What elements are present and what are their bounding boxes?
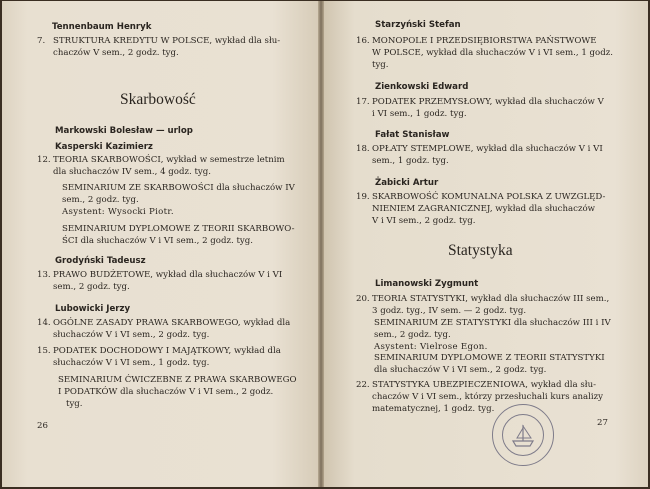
seminar-line: I PODATKÓW dla słuchaczów V i VI sem., 2 godz. bbox=[58, 386, 274, 397]
seminar-entry bbox=[62, 183, 312, 218]
course-title: TEORIA STATYSTYKI, bbox=[372, 294, 468, 304]
course-desc: słuchaczów V i VI sem., 1 godz. tyg. bbox=[53, 357, 210, 368]
seminar-entry bbox=[374, 353, 636, 377]
course-number: 19. bbox=[356, 192, 370, 202]
library-stamp-icon bbox=[492, 404, 554, 466]
assistant-line: Asystent: Wysocki Piotr. bbox=[62, 206, 174, 217]
course-desc: wykład dla słuchaczów V i VI bbox=[153, 270, 283, 280]
seminar-line: SEMINARIUM DYPLOMOWE Z TEORII STATYSTYKI bbox=[374, 353, 605, 363]
course-title: OGÓLNE ZASADY PRAWA SKARBOWEGO, bbox=[53, 318, 241, 328]
course-number: 17. bbox=[356, 97, 370, 107]
course-entry bbox=[37, 155, 307, 179]
seminar-line: SEMINARIUM DYPLOMOWE Z TEORII SKARBOWO- bbox=[62, 224, 295, 234]
course-desc: V i VI sem., 2 godz. tyg. bbox=[372, 215, 476, 226]
page-number: 26 bbox=[37, 421, 48, 431]
seminar-line: ŚCI dla słuchaczów V i VI sem., 2 godz. tyg. bbox=[62, 235, 253, 246]
course-desc: sem., 2 godz. tyg. bbox=[53, 281, 130, 292]
course-number: 14. bbox=[37, 318, 51, 328]
seminar-line: tyg. bbox=[66, 398, 83, 409]
lecturer-name: Limanowski Zygmunt bbox=[375, 279, 479, 289]
course-title: PODATEK DOCHODOWY I MAJĄTKOWY, bbox=[53, 346, 232, 356]
course-entry bbox=[356, 294, 636, 318]
lecturer-name: Kasperski Kazimierz bbox=[55, 142, 153, 152]
course-desc: wykład w semestrze letnim bbox=[163, 155, 285, 165]
lecturer-name: Fałat Stanisław bbox=[375, 130, 450, 140]
seminar-line: SEMINARIUM ZE SKARBOWOŚCI dla słuchaczów IV bbox=[62, 183, 295, 193]
course-title: STATYSTYKA UBEZPIECZENIOWA, bbox=[372, 380, 528, 390]
lecturer-name: Starzyński Stefan bbox=[375, 20, 461, 30]
course-entry bbox=[356, 36, 636, 71]
course-desc: dla słuchaczów IV sem., 4 godz. tyg. bbox=[53, 166, 211, 177]
course-title: OPŁATY STEMPLOWE, bbox=[372, 144, 474, 154]
lecturer-name: Markowski Bolesław — urlop bbox=[55, 126, 193, 136]
course-desc: wykład dla słu- bbox=[212, 36, 281, 46]
course-entry bbox=[37, 270, 307, 294]
lecturer-name: Tennenbaum Henryk bbox=[52, 22, 152, 32]
seminar-entry bbox=[58, 375, 313, 410]
course-title: SKARBOWOŚĆ KOMUNALNA POLSKA Z UWZGLĘD- bbox=[372, 192, 606, 202]
course-desc: 3 godz. tyg., IV sem. — 2 godz. tyg. bbox=[372, 305, 527, 316]
course-entry bbox=[37, 318, 312, 342]
seminar-entry bbox=[62, 224, 312, 248]
seminar-line: sem., 2 godz. tyg. bbox=[62, 194, 139, 205]
book-gutter bbox=[318, 1, 324, 487]
course-entry bbox=[37, 36, 297, 60]
course-number: 20. bbox=[356, 294, 370, 304]
seminar-line: SEMINARIUM ĆWICZEBNE Z PRAWA SKARBOWEGO bbox=[58, 375, 297, 385]
course-entry bbox=[356, 192, 636, 227]
course-desc: tyg. bbox=[372, 59, 389, 70]
course-entry bbox=[37, 346, 312, 370]
course-desc: NIENIEM ZAGRANICZNEJ, wykład dla słuchaczów bbox=[372, 203, 596, 214]
course-desc: matematycznej, 1 godz. tyg. bbox=[372, 403, 495, 414]
course-desc: wykład dla słuchaczów V bbox=[492, 97, 604, 107]
lecturer-name: Żabicki Artur bbox=[375, 178, 439, 188]
course-desc: słuchaczów V i VI sem., 2 godz. tyg. bbox=[53, 329, 210, 340]
course-desc: chaczów V sem., 2 godz. tyg. bbox=[53, 47, 179, 58]
course-title: MONOPOLE I PRZEDSIĘBIORSTWA PAŃSTWOWE bbox=[372, 36, 597, 46]
course-desc: wykład dla bbox=[231, 346, 281, 356]
seminar-line: SEMINARIUM ZE STATYSTYKI dla słuchaczów III i IV bbox=[374, 318, 611, 328]
lecturer-name: Zienkowski Edward bbox=[375, 82, 469, 92]
section-heading: Skarbowość bbox=[120, 91, 196, 108]
course-desc: W POLSCE, wykład dla słuchaczów V i VI sem., 1 godz. bbox=[372, 47, 613, 58]
course-entry bbox=[356, 97, 636, 121]
course-number: 13. bbox=[37, 270, 51, 280]
course-desc: chaczów V i VI sem., którzy przesłuchali kurs analizy bbox=[372, 391, 604, 402]
course-number: 15. bbox=[37, 346, 51, 356]
course-desc: wykład dla bbox=[240, 318, 291, 328]
course-title: TEORIA SKARBOWOŚCI, bbox=[53, 155, 164, 165]
course-desc: wykład dla słuchaczów V i VI bbox=[473, 144, 603, 154]
course-title: PODATEK PRZEMYSŁOWY, bbox=[372, 97, 493, 107]
course-number: 16. bbox=[356, 36, 370, 46]
course-desc: wykład dla słu- bbox=[527, 380, 597, 390]
page-number: 27 bbox=[597, 418, 608, 428]
course-desc: wykład dla słuchaczów III sem., bbox=[467, 294, 610, 304]
course-number: 12. bbox=[37, 155, 51, 165]
course-desc: sem., 1 godz. tyg. bbox=[372, 155, 449, 166]
assistant-line: Asystent: Vielrose Egon. bbox=[374, 341, 488, 352]
section-heading: Statystyka bbox=[448, 242, 513, 259]
lecturer-name: Lubowicki Jerzy bbox=[55, 304, 131, 314]
course-entry bbox=[356, 144, 636, 168]
seminar-line: sem., 2 godz. tyg. bbox=[374, 329, 451, 340]
seminar-entry bbox=[374, 318, 636, 353]
course-number: 18. bbox=[356, 144, 370, 154]
lecturer-name: Grodyński Tadeusz bbox=[55, 256, 146, 266]
course-title: PRAWO BUDŻETOWE, bbox=[53, 270, 154, 280]
seminar-line: dla słuchaczów V i VI sem., 2 godz. tyg. bbox=[374, 364, 547, 375]
course-number: 7. bbox=[37, 36, 46, 46]
course-desc: i VI sem., 1 godz. tyg. bbox=[372, 108, 467, 119]
course-title: STRUKTURA KREDYTU W POLSCE, bbox=[53, 36, 213, 46]
course-number: 22. bbox=[356, 380, 370, 390]
